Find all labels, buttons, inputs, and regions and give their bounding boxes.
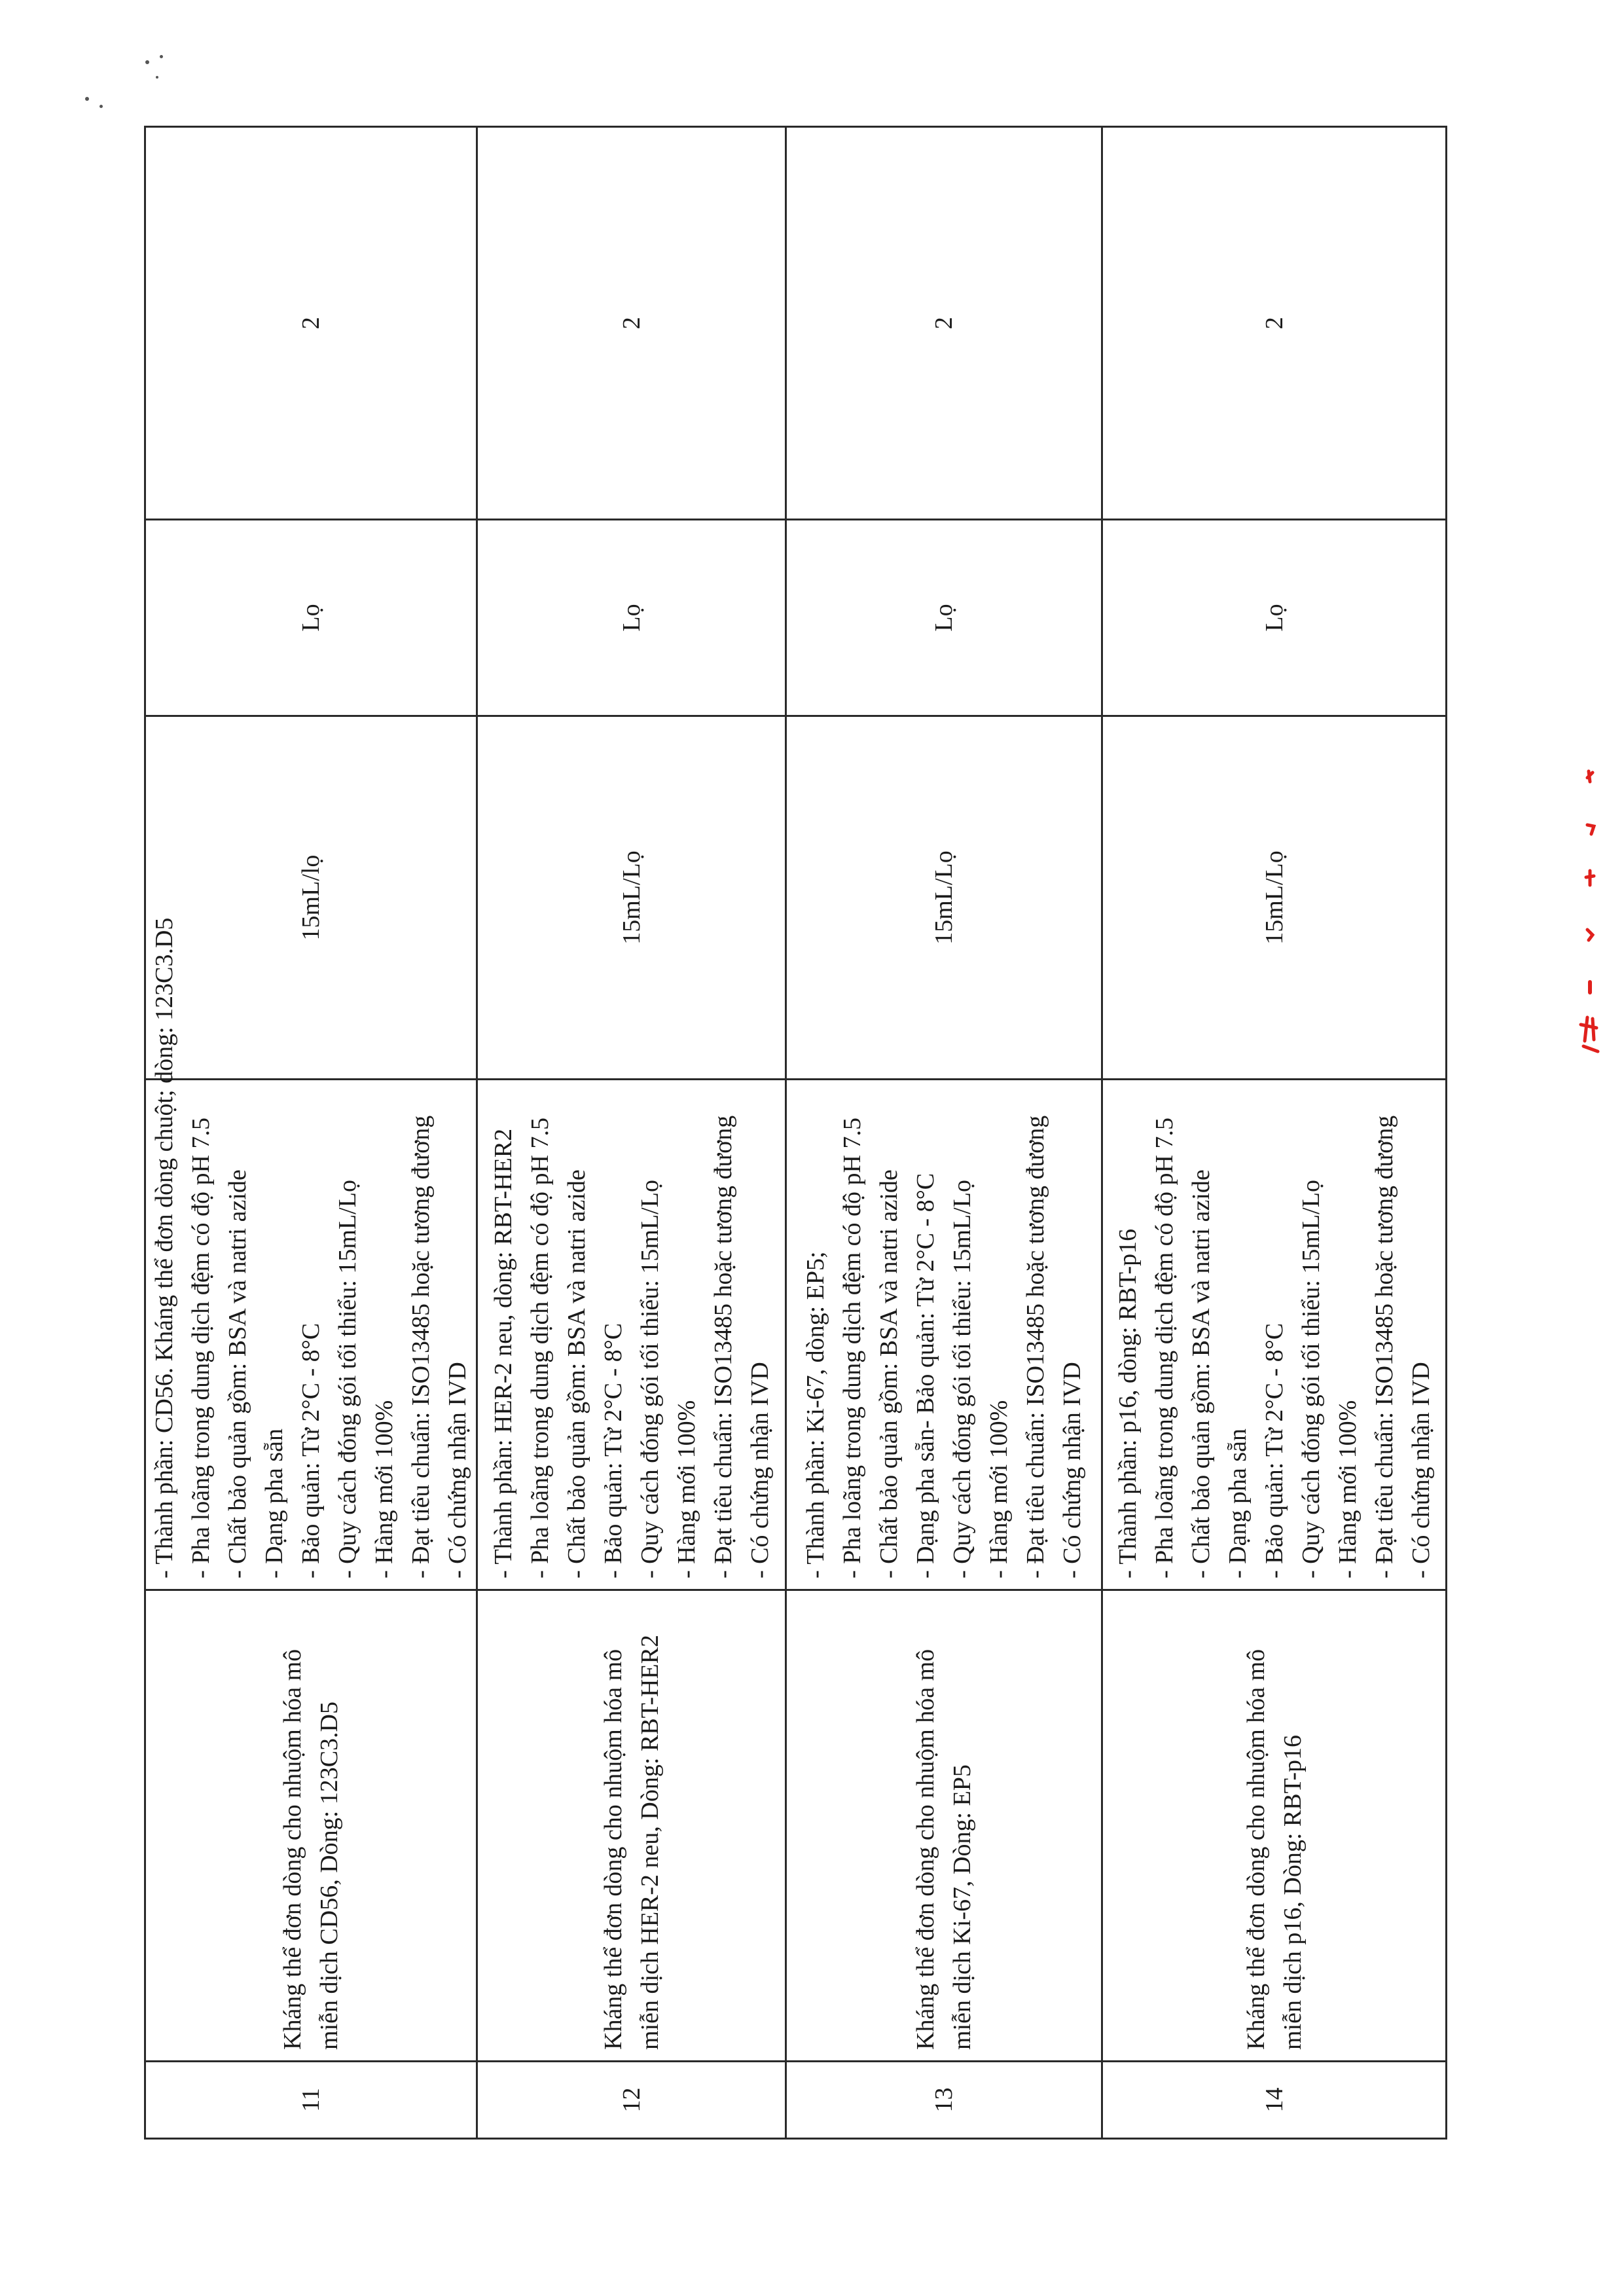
row-number: 14	[1102, 2062, 1447, 2139]
description-line: - Pha loãng trong dung dịch đệm có độ pH 7.5	[187, 1118, 215, 1578]
description-line: - Hàng mới 100%	[985, 1400, 1013, 1578]
description-line: - Có chứng nhận IVD	[444, 1362, 471, 1578]
scan-speck	[156, 76, 158, 79]
description-line: - Pha loãng trong dung dịch đệm có độ pH 7.5	[839, 1118, 866, 1578]
product-name-line: miễn dịch Ki-67, Dòng: EP5	[948, 1764, 976, 2050]
quantity: 2	[786, 127, 1102, 520]
product-description	[145, 917, 477, 1590]
description-line: - Thành phần: CD56. Kháng thể đơn dòng chuột; dòng: 123C3.D5	[151, 917, 178, 1578]
product-description	[786, 1080, 1102, 1590]
description-line: - Thành phần: Ki-67, dòng: EP5;	[802, 1251, 829, 1578]
product-description	[1102, 1080, 1447, 1590]
description-line: - Bảo quản: Từ 2°C - 8°C	[297, 1322, 325, 1578]
rotated-table-wrapper	[144, 128, 1437, 2140]
description-line: - Bảo quản: Từ 2°C - 8°C	[1260, 1322, 1288, 1578]
unit: Lọ	[477, 520, 786, 716]
product-name-line: miễn dịch p16, Dòng: RBT-p16	[1278, 1735, 1307, 2050]
description-line: - Pha loãng trong dung dịch đệm có độ pH 7.5	[1150, 1118, 1178, 1578]
quantity: 2	[145, 127, 477, 520]
table-row	[786, 127, 1102, 2139]
spec-table	[144, 126, 1447, 2140]
table-row	[145, 127, 477, 2139]
quantity: 2	[477, 127, 786, 520]
description-line: - Chất bảo quản gồm: BSA và natri azide	[1187, 1169, 1215, 1578]
description-line: - Dạng pha sẵn	[1223, 1429, 1252, 1578]
description-line: - Hàng mới 100%	[370, 1400, 398, 1578]
product-name	[786, 1590, 1102, 2062]
product-name	[477, 1590, 786, 2062]
product-name	[1102, 1590, 1447, 2062]
row-number: 11	[145, 2062, 477, 2139]
description-line: - Quy cách đóng gói tối thiểu: 15mL/Lọ	[1297, 1180, 1325, 1578]
product-name-line: miễn dịch HER-2 neu, Dòng: RBT-HER2	[636, 1635, 664, 2050]
description-line: - Quy cách đóng gói tối thiểu: 15mL/Lọ	[334, 1180, 361, 1578]
description-line: - Chất bảo quản gồm: BSA và natri azide	[875, 1169, 903, 1578]
quantity: 2	[1102, 127, 1447, 520]
product-description	[477, 1080, 786, 1590]
description-line: - Dạng pha sẵn	[261, 1429, 288, 1578]
description-line: - Pha loãng trong dung dịch đệm có độ pH 7.5	[526, 1118, 554, 1578]
unit: Lọ	[145, 520, 477, 716]
scan-speck	[145, 60, 149, 64]
row-number: 13	[786, 2062, 1102, 2139]
description-line: - Có chứng nhận IVD	[746, 1362, 774, 1578]
description-line: - Quy cách đóng gói tối thiểu: 15mL/Lọ	[948, 1180, 976, 1578]
description-line: - Chất bảo quản gồm: BSA và natri azide	[224, 1169, 251, 1578]
description-line: - Chất bảo quản gồm: BSA và natri azide	[562, 1169, 590, 1578]
description-line: - Có chứng nhận IVD	[1407, 1362, 1435, 1578]
product-name-line: Kháng thể đơn dòng cho nhuộm hóa mô	[279, 1649, 306, 2050]
description-line: - Dạng pha sẵn- Bảo quản: Từ 2°C - 8°C	[912, 1173, 939, 1578]
product-name	[145, 1590, 477, 2062]
unit: Lọ	[786, 520, 1102, 716]
unit: Lọ	[1102, 520, 1447, 716]
scan-speck	[99, 105, 103, 108]
product-name-line: Kháng thể đơn dòng cho nhuộm hóa mô	[1242, 1649, 1270, 2050]
description-line: - Đạt tiêu chuẩn: ISO13485 hoặc tương đương	[709, 1115, 737, 1578]
product-name-line: Kháng thể đơn dòng cho nhuộm hóa mô	[599, 1649, 627, 2050]
packaging: 15mL/Lọ	[1102, 716, 1447, 1080]
description-line: - Quy cách đóng gói tối thiểu: 15mL/Lọ	[636, 1180, 664, 1578]
description-line: - Đạt tiêu chuẩn: ISO13485 hoặc tương đương	[1370, 1115, 1398, 1578]
description-line: - Hàng mới 100%	[1333, 1400, 1362, 1578]
description-line: - Đạt tiêu chuẩn: ISO13485 hoặc tương đương	[407, 1115, 435, 1578]
packaging: 15mL/Lọ	[786, 716, 1102, 1080]
description-line: - Hàng mới 100%	[672, 1400, 700, 1578]
scan-speck	[85, 97, 89, 101]
table-row	[1102, 127, 1447, 2139]
table-row	[477, 127, 786, 2139]
product-name-line: miễn dịch CD56, Dòng: 123C3.D5	[316, 1702, 343, 2050]
description-line: - Đạt tiêu chuẩn: ISO13485 hoặc tương đương	[1022, 1115, 1049, 1578]
scan-speck	[160, 55, 163, 58]
product-name-line: Kháng thể đơn dòng cho nhuộm hóa mô	[912, 1649, 939, 2050]
packaging: 15mL/Lọ	[477, 716, 786, 1080]
row-number: 12	[477, 2062, 786, 2139]
description-line: - Có chứng nhận IVD	[1058, 1362, 1086, 1578]
red-signature-mark	[1568, 766, 1607, 1067]
description-line: - Bảo quản: Từ 2°C - 8°C	[599, 1322, 627, 1578]
description-line: - Thành phần: HER-2 neu, dòng: RBT-HER2	[489, 1128, 517, 1578]
description-line: - Thành phần: p16, dòng: RBT-p16	[1113, 1228, 1142, 1578]
packaging: 15mL/lọ	[145, 716, 477, 1080]
